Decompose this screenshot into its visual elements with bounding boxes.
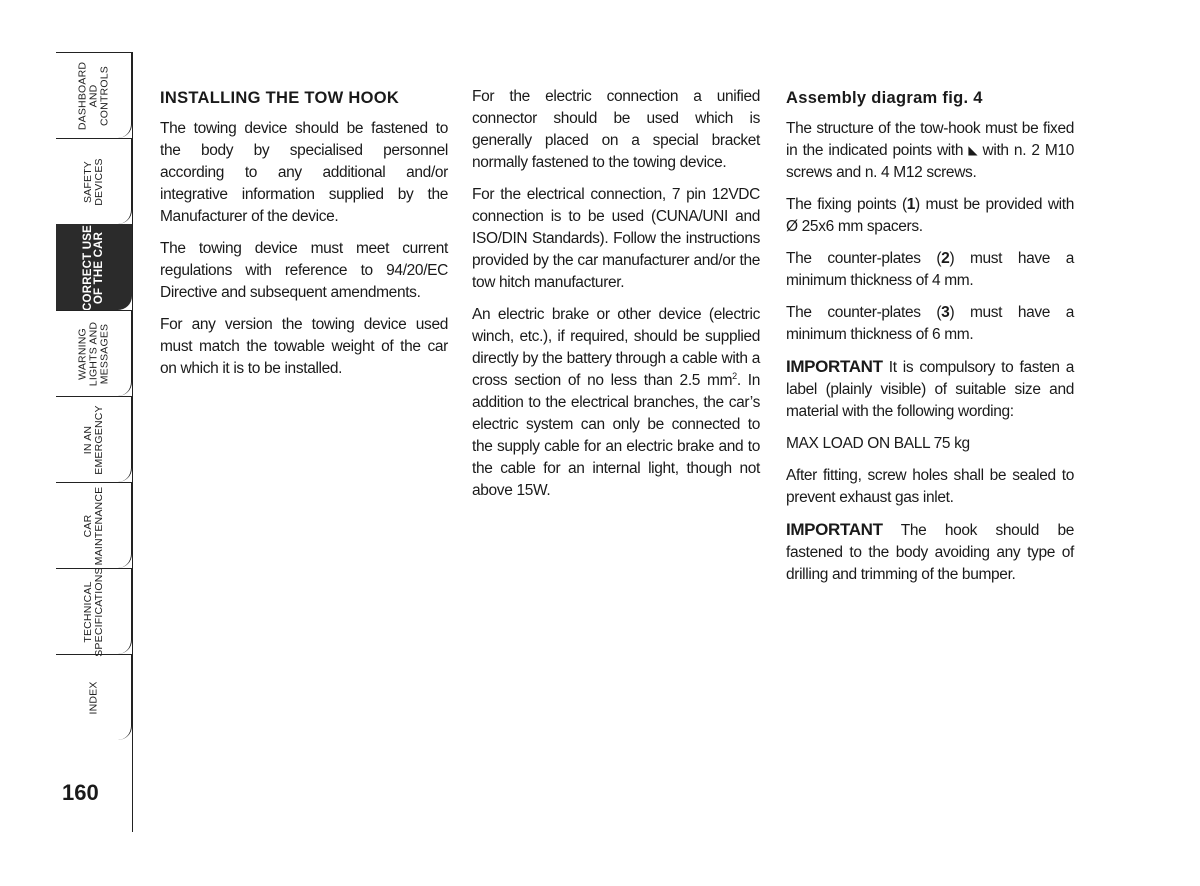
paragraph	[786, 302, 1074, 346]
tab-label: TECHNICAL SPECIFICATIONS	[81, 566, 105, 657]
tab-label: WARNING LIGHTS AND MESSAGES	[76, 321, 110, 386]
section-heading: INSTALLING THE TOW HOOK	[160, 89, 400, 107]
tab-in-an-emergency[interactable]	[56, 396, 132, 482]
tab-label: IN AN EMERGENCY	[81, 404, 105, 475]
tab-warning-lights-and-messages[interactable]	[56, 310, 132, 396]
column-2	[472, 86, 760, 512]
text-run: The counter-plates (	[786, 250, 942, 267]
tab-label: DASHBOARD AND CONTROLS	[76, 61, 110, 130]
paragraph	[786, 248, 1074, 292]
tab-label: CORRECT USE OF THE CAR	[81, 224, 105, 311]
text-run: ) must have a minimum thickness of 4 mm.	[786, 250, 1074, 289]
text-run: ) must be provided with Ø 25x6 mm spacers.	[786, 196, 1074, 235]
text-run: The fixing points (	[786, 196, 907, 213]
paragraph	[786, 118, 1074, 184]
reference-number: 1	[906, 196, 916, 213]
paragraph	[786, 356, 1074, 423]
tab-label: INDEX	[87, 680, 99, 715]
text-run: The hook should be fastened to the body avoiding any type of drilling and trimming of the bumper.	[786, 522, 1074, 583]
text-run: with n. 2 M10 screws and n. 4 M12 screws.	[786, 142, 1075, 181]
tab-index[interactable]	[56, 654, 132, 740]
text-run: . In addition to the electrical branches, the car’s electric system can only be connected to the supply cable for an electric brake and to the cable for an internal light, though not above 15W.	[472, 372, 760, 499]
column-3	[786, 86, 1074, 596]
superscript: 2	[732, 370, 737, 381]
margin-rule	[132, 52, 133, 832]
text-run: The counter-plates (	[786, 304, 942, 321]
tab-dashboard-and-controls[interactable]	[56, 52, 132, 138]
tab-correct-use-of-the-car[interactable]	[56, 224, 132, 310]
reference-number: 2	[941, 250, 950, 267]
paragraph: MAX LOAD ON BALL 75 kg	[786, 435, 970, 452]
important-label: IMPORTANT	[786, 357, 883, 376]
paragraph	[786, 519, 1074, 586]
reference-number: 3	[941, 304, 950, 321]
page-number: 160	[62, 780, 99, 805]
text-run: It is compulsory to fasten a label (plainly visible) of suitable size and material with the following wording:	[786, 359, 1074, 420]
text-run: The structure of the tow-hook must be fixed in the indicated points with	[786, 120, 1074, 159]
fixing-point-icon: ◣	[968, 143, 978, 157]
paragraph	[786, 194, 1074, 238]
text-run: ) must have a minimum thickness of 6 mm.	[786, 304, 1074, 343]
section-tab-index	[56, 52, 136, 832]
paragraph	[472, 304, 760, 502]
paragraph: For any version the towing device used must match the towable weight of the car on which it is to be installed.	[160, 316, 448, 377]
tab-car-maintenance[interactable]	[56, 482, 132, 568]
section-heading: Assembly diagram fig. 4	[786, 89, 983, 107]
column-1	[160, 86, 448, 390]
paragraph: After fitting, screw holes shall be sealed to prevent exhaust gas inlet.	[786, 467, 1074, 506]
tab-technical-specifications[interactable]	[56, 566, 132, 657]
tab-safety-devices[interactable]	[56, 138, 132, 224]
tab-label: CAR MAINTENANCE	[81, 486, 105, 565]
tab-label: SAFETY DEVICES	[81, 157, 105, 206]
text-run: An electric brake or other device (electric winch, etc.), if required, should be supplied directly by the battery through a cable with a cross section of no less than 2.5 mm	[472, 306, 760, 389]
important-label: IMPORTANT	[786, 520, 883, 539]
paragraph: For the electric connection a unified connector should be used which is generally placed on a special bracket normally fastened to the towing device.	[472, 88, 760, 171]
paragraph: The towing device must meet current regulations with reference to 94/20/EC Directive and subsequent amendments.	[160, 240, 448, 301]
paragraph: For the electrical connection, 7 pin 12VDC connection is to be used (CUNA/UNI and ISO/DIN Standards). Follow the instructions provided by the car manufacturer and/or the tow hitch manufacturer.	[472, 186, 760, 291]
paragraph: The towing device should be fastened to the body by specialised personnel according to any additional and/or integrative information supplied by the Manufacturer of the device.	[160, 120, 448, 225]
